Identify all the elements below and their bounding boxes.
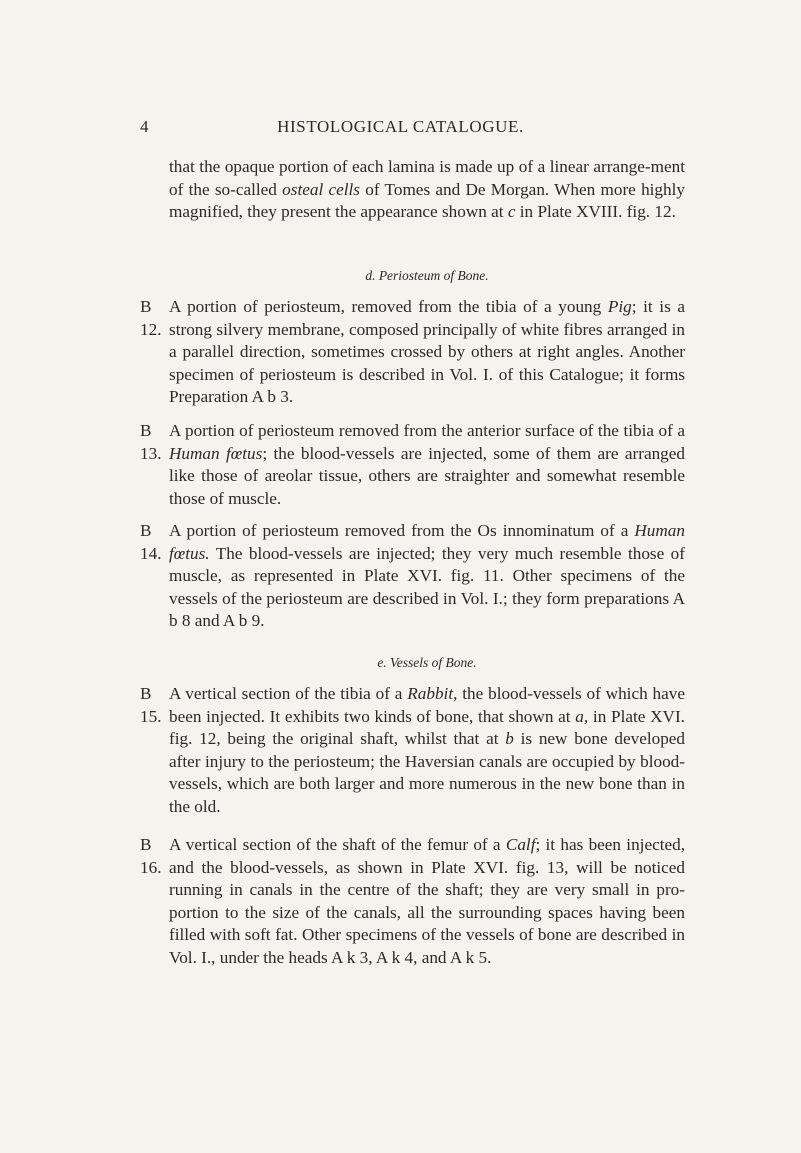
entry-label: B 13. <box>140 421 162 463</box>
entry-label: B 14. <box>140 521 162 563</box>
intro-paragraph: that the opaque portion of each lamina is made up of a linear arrange-ment of the so-called osteal cells of Tomes and De Morgan. When more highly magnified, they present the appearance shown at c in Plate XVIII. fig. 12. <box>169 157 685 222</box>
catalogue-entry-b16: B 16. A vertical section of the shaft of the femur of a Calf; it has been injected, and the blood-vessels, as shown in Plate XVI. fig. 13, will be noticed running in canals in the centre of the shaft; they are very small in pro-portion to the size of the canals, all the surrounding spaces having been filled with soft fat. Other specimens of the vessels of bone are described in Vol. I., under the heads A k 3, A k 4, and A k 5. <box>140 835 685 967</box>
catalogue-entry-b12: B 12. A portion of periosteum, removed from the tibia of a young Pig; it is a strong silvery membrane, composed principally of white fibres arranged in a parallel direction, sometimes crossed by others at right angles. Another specimen of periosteum is described in Vol. I. of this Catalogue; it forms Preparation A b 3. <box>140 297 685 407</box>
catalogue-entry-b15: B 15. A vertical section of the tibia of a Rabbit, the blood-vessels of which have been injected. It exhibits two kinds of bone, that shown at a, in Plate XVI. fig. 12, being the original shaft, whilst that at b is new bone developed after injury to the periosteum; the Haversian canals are occupied by blood-vessels, which are both larger and more numerous in the new bone than in the old. <box>140 684 686 816</box>
entry-label: B 16. <box>140 835 162 877</box>
entry-label: B 12. <box>140 297 162 339</box>
running-head <box>0 117 801 141</box>
entry-label: B 15. <box>140 684 162 726</box>
section-heading-vessels: e. Vessels of Bone. <box>377 655 477 670</box>
running-title: HISTOLOGICAL CATALOGUE. <box>277 117 524 136</box>
catalogue-entry-b13: B 13. A portion of periosteum removed from the anterior surface of the tibia of a Human fœtus; the blood-vessels are injected, some of them are arranged like those of areolar tissue, others are straighter and somewhat resemble those of muscle. <box>140 421 686 508</box>
section-heading-periosteum: d. Periosteum of Bone. <box>365 268 489 283</box>
page-number: 4 <box>140 117 150 136</box>
catalogue-entry-b14: B 14. A portion of periosteum removed from the Os innominatum of a Human fœtus. The blood-vessels are injected; they very much resemble those of muscle, as represented in Plate XVI. fig. 11. Other specimens of the vessels of the periosteum are described in Vol. I.; they form preparations A b 8 and A b 9. <box>140 521 685 631</box>
